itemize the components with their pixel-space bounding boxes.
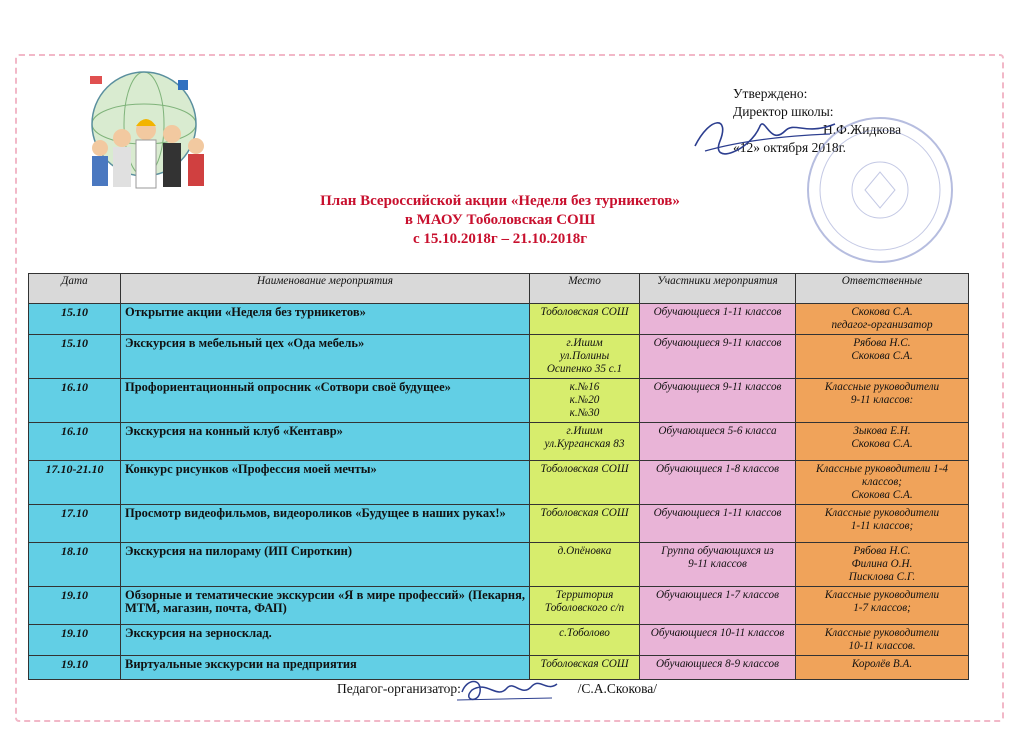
header-participants: Участники мероприятия xyxy=(640,274,796,304)
title-line-2: в МАОУ Тоболовская СОШ xyxy=(404,212,596,228)
table-row xyxy=(29,505,969,543)
event-participants: Обучающиеся 5-6 класса xyxy=(640,423,796,461)
event-date: 15.10 xyxy=(29,335,121,379)
event-place: Тоболовская СОШ xyxy=(530,461,640,505)
title-line-3: с 15.10.2018г – 21.10.2018г xyxy=(412,231,588,247)
event-responsible: Классные руководители 1-7 классов; xyxy=(796,587,969,625)
event-place: Тоболовская СОШ xyxy=(530,505,640,543)
table-row xyxy=(29,625,969,656)
table-row xyxy=(29,335,969,379)
table-row xyxy=(29,423,969,461)
header-date: Дата xyxy=(29,274,121,304)
event-responsible: Классные руководители 9-11 классов: xyxy=(796,379,969,423)
footer-name: /С.А.Скокова/ xyxy=(577,681,658,696)
event-participants: Обучающиеся 1-11 классов xyxy=(640,505,796,543)
table-row xyxy=(29,379,969,423)
event-place: Территория Тоболовского с/п xyxy=(530,587,640,625)
event-name: Обзорные и тематические экскурсии «Я в мире профессий» (Пекарня, МТМ, магазин, почта, ФАП) xyxy=(121,587,530,625)
header-place: Место xyxy=(530,274,640,304)
events-table xyxy=(28,273,969,680)
event-date: 17.10-21.10 xyxy=(29,461,121,505)
event-date: 18.10 xyxy=(29,543,121,587)
event-participants: Обучающиеся 9-11 классов xyxy=(640,335,796,379)
footer-label: Педагог-организатор: xyxy=(337,681,461,696)
table-row xyxy=(29,543,969,587)
event-responsible: Рябова Н.С. Скокова С.А. xyxy=(796,335,969,379)
event-participants: Обучающиеся 8-9 классов xyxy=(640,656,796,680)
event-date: 16.10 xyxy=(29,423,121,461)
event-name: Просмотр видеофильмов, видеороликов «Будущее в наших руках!» xyxy=(121,505,530,543)
event-name: Открытие акции «Неделя без турникетов» xyxy=(121,304,530,335)
event-responsible: Классные руководители 1-4 классов; Скокова С.А. xyxy=(796,461,969,505)
event-date: 15.10 xyxy=(29,304,121,335)
title-line-1: План Всероссийской акции «Неделя без турникетов» xyxy=(320,193,680,209)
event-name: Экскурсия на конный клуб «Кентавр» xyxy=(121,423,530,461)
students-globe-logo xyxy=(60,68,228,196)
event-name: Экскурсия на пилораму (ИП Сироткин) xyxy=(121,543,530,587)
event-participants: Обучающиеся 9-11 классов xyxy=(640,379,796,423)
organizer-signature xyxy=(452,670,562,710)
event-date: 16.10 xyxy=(29,379,121,423)
event-participants: Обучающиеся 1-7 классов xyxy=(640,587,796,625)
event-name: Экскурсия в мебельный цех «Ода мебель» xyxy=(121,335,530,379)
table-row xyxy=(29,304,969,335)
event-responsible: Классные руководители 1-11 классов; xyxy=(796,505,969,543)
event-place: с.Тоболово xyxy=(530,625,640,656)
event-responsible: Зыкова Е.Н. Скокова С.А. xyxy=(796,423,969,461)
event-participants: Обучающиеся 1-8 классов xyxy=(640,461,796,505)
event-responsible: Скокова С.А. педагог-организатор xyxy=(796,304,969,335)
event-name: Экскурсия на зерносклад. xyxy=(121,625,530,656)
approval-position: Директор школы: xyxy=(733,104,834,119)
table-header-row xyxy=(29,274,969,304)
header-event: Наименование мероприятия xyxy=(121,274,530,304)
event-place: г.Ишим ул.Курганская 83 xyxy=(530,423,640,461)
event-participants: Обучающиеся 1-11 классов xyxy=(640,304,796,335)
event-name: Профориентационный опросник «Сотвори своё будущее» xyxy=(121,379,530,423)
event-participants: Группа обучающихся из 9-11 классов xyxy=(640,543,796,587)
event-place: д.Опёновка xyxy=(530,543,640,587)
event-date: 19.10 xyxy=(29,625,121,656)
approval-label: Утверждено: xyxy=(733,86,808,101)
event-place: Тоболовская СОШ xyxy=(530,304,640,335)
event-name: Конкурс рисунков «Профессия моей мечты» xyxy=(121,461,530,505)
event-place: к.№16 к.№20 к.№30 xyxy=(530,379,640,423)
event-place: г.Ишим ул.Полины Осипенко 35 с.1 xyxy=(530,335,640,379)
approval-date: «12» октября 2018г. xyxy=(733,140,847,155)
director-name: Н.Ф.Жидкова xyxy=(823,122,902,137)
event-responsible: Рябова Н.С. Филина О.Н. Писклова С.Г. xyxy=(796,543,969,587)
event-place: Тоболовская СОШ xyxy=(530,656,640,680)
event-responsible: Классные руководители 10-11 классов. xyxy=(796,625,969,656)
event-name: Виртуальные экскурсии на предприятия xyxy=(121,656,530,680)
table-row xyxy=(29,587,969,625)
event-date: 19.10 xyxy=(29,656,121,680)
header-responsible: Ответственные xyxy=(796,274,969,304)
document-title xyxy=(200,192,800,249)
event-responsible: Королёв В.А. xyxy=(796,656,969,680)
event-date: 17.10 xyxy=(29,505,121,543)
event-participants: Обучающиеся 10-11 классов xyxy=(640,625,796,656)
table-row xyxy=(29,461,969,505)
event-date: 19.10 xyxy=(29,587,121,625)
director-signature xyxy=(690,106,840,164)
